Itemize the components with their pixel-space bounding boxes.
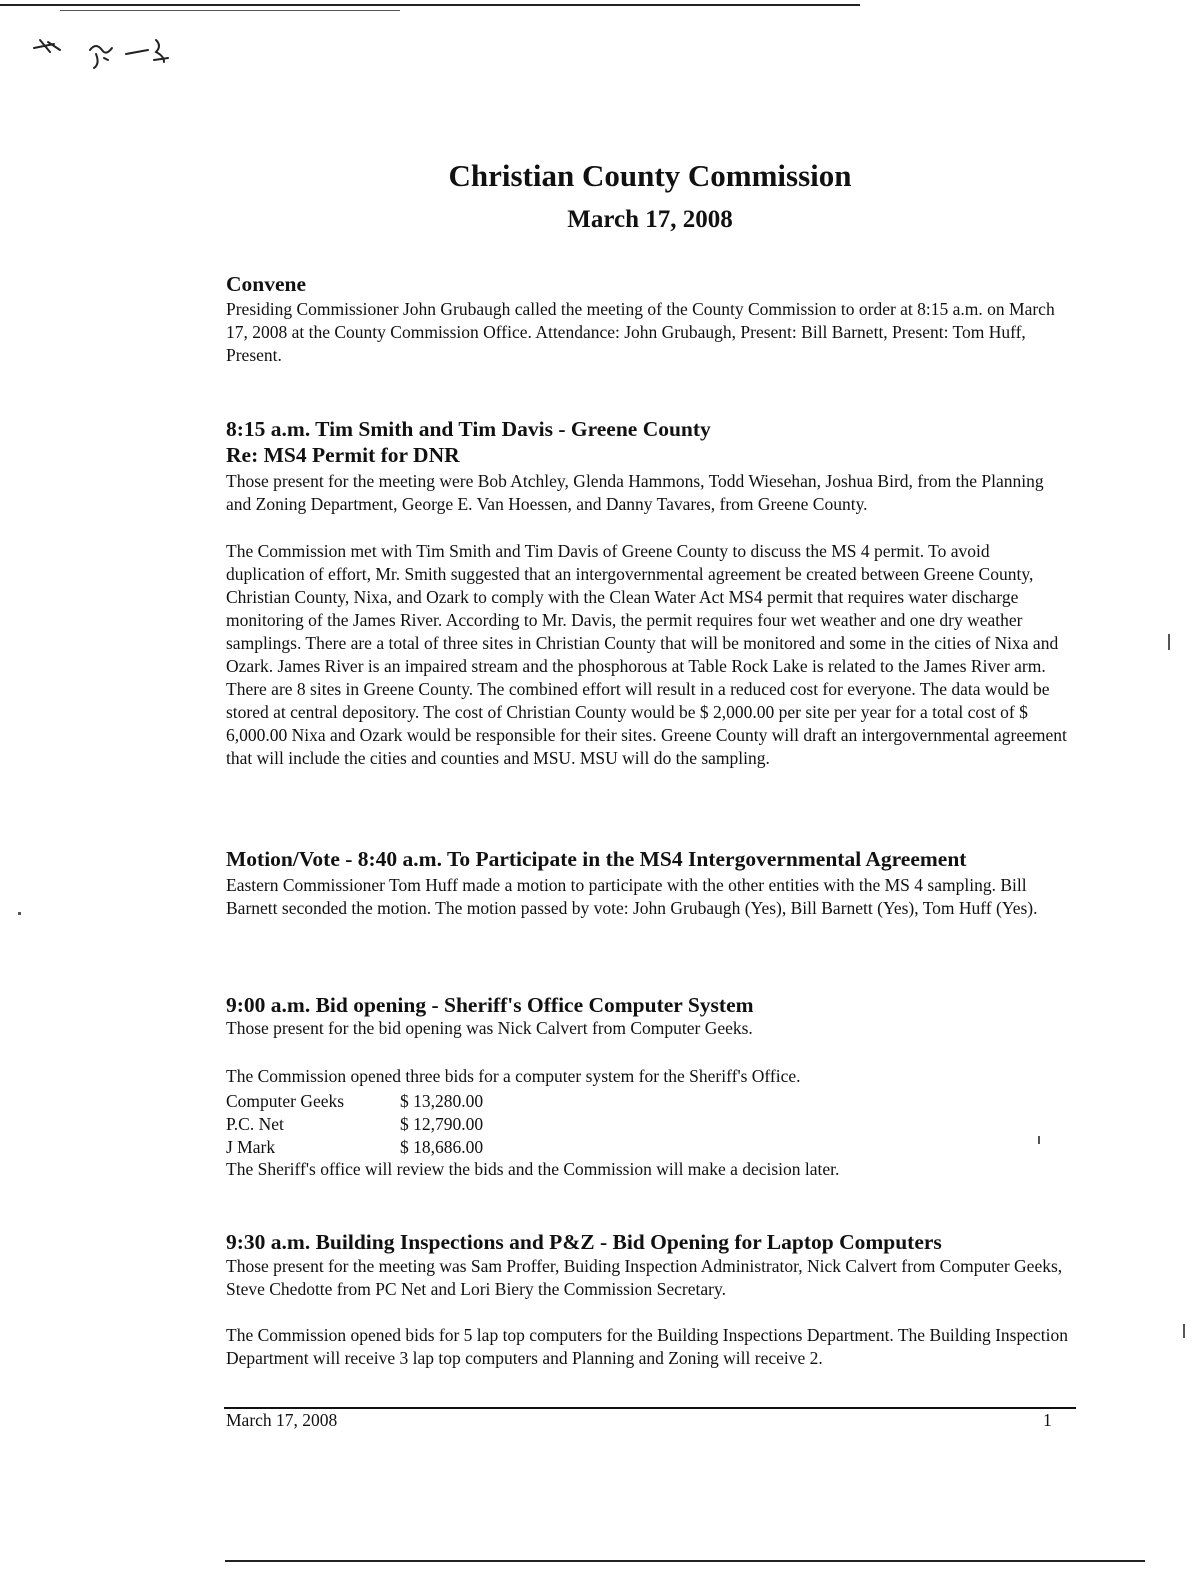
bid-amount: $ 13,280.00 <box>400 1091 484 1111</box>
convene-paragraph: Presiding Commissioner John Grubaugh called the meeting of the County Commission to order at 8:15 a.m. on March 17, 2008 at the County Commission Office. Attendance: John Grubaugh, Present: Bill Barnett, Present: Tom Huff, Present. <box>226 299 1055 365</box>
scan-speck <box>1183 1324 1185 1338</box>
bids-table <box>226 1090 483 1159</box>
section-heading-motion-vote: Motion/Vote - 8:40 a.m. To Participate in the MS4 Intergovernmental Agreement <box>226 847 967 871</box>
laptop-bid-details: The Commission opened bids for 5 lap top computers for the Building Inspections Department. The Building Inspection Department will receive 3 lap top computers and Planning and Zoning will receive 2. <box>226 1325 1068 1368</box>
bid-amount: $ 18,686.00 <box>400 1137 484 1157</box>
footer-date: March 17, 2008 <box>226 1410 338 1430</box>
footer-rule <box>224 1407 1076 1409</box>
bid-vendor: J Mark <box>226 1137 276 1157</box>
handwritten-mark <box>30 34 180 78</box>
scan-speck <box>1038 1136 1040 1144</box>
ms4-discussion-paragraph: The Commission met with Tim Smith and Tim Davis of Greene County to discuss the MS 4 permit. To avoid duplication of effort, Mr. Smith suggested that an intergovernmental agreement be created between Greene County, Christian County, Nixa, and Ozark to comply with the Clean Water Act MS4 permit that requires water discharge monitoring of the James River. According to Mr. Davis, the permit requires four wet weather and one dry weather samplings. There are a total of three sites in Christian County that will be monitored and some in the cities of Nixa and Ozark. James River is an impaired stream and the phosphorous at Table Rock Lake is related to the James River arm. There are 8 sites in Greene County. The combined effort will result in a reduced cost for everyone. The data would be stored at central depository. The cost of Christian County would be $ 2,000.00 per site per year for a total cost of $ 6,000.00 Nixa and Ozark would be responsible for their sites. Greene County will draft an intergovernmental agreement that will include the cities and counties and MSU. MSU will do the sampling. <box>226 541 1067 768</box>
bid-vendor: P.C. Net <box>226 1114 284 1134</box>
section-heading-laptop-bid: 9:30 a.m. Building Inspections and P&Z - Bid Opening for Laptop Computers <box>226 1230 942 1254</box>
bid-row <box>226 1113 483 1136</box>
sheriff-bid-intro: The Commission opened three bids for a computer system for the Sheriff's Office. <box>226 1066 801 1086</box>
scan-speck <box>1168 634 1170 650</box>
bid-row <box>226 1136 483 1159</box>
bid-row <box>226 1090 483 1113</box>
scan-speck <box>18 912 21 915</box>
motion-vote-paragraph: Eastern Commissioner Tom Huff made a motion to participate with the other entities with the MS 4 sampling. Bill Barnett seconded the motion. The motion passed by vote: John Grubaugh (Yes), Bill Barnett (Yes), Tom Huff (Yes). <box>226 875 1038 918</box>
section-heading-sheriff-bid: 9:00 a.m. Bid opening - Sheriff's Office Computer System <box>226 993 754 1017</box>
section-heading-ms4-meeting: 8:15 a.m. Tim Smith and Tim Davis - Greene County <box>226 417 711 441</box>
bid-vendor: Computer Geeks <box>226 1091 345 1111</box>
sheriff-bid-conclusion: The Sheriff's office will review the bids and the Commission will make a decision later. <box>226 1159 840 1179</box>
scan-edge-line <box>60 10 400 11</box>
section-subheading-ms4-permit: Re: MS4 Permit for DNR <box>226 443 460 467</box>
document-date: March 17, 2008 <box>567 206 733 233</box>
scan-edge-line <box>0 4 860 6</box>
document-title: Christian County Commission <box>448 158 852 193</box>
page-number: 1 <box>1043 1410 1052 1430</box>
section-heading-convene: Convene <box>226 272 307 296</box>
ms4-attendees-paragraph: Those present for the meeting were Bob Atchley, Glenda Hammons, Todd Wiesehan, Joshua Bird, from the Planning and Zoning Department, George E. Van Hoessen, and Danny Tavares, from Greene County. <box>226 471 1044 514</box>
bid-amount: $ 12,790.00 <box>400 1114 484 1134</box>
laptop-bid-attendees: Those present for the meeting was Sam Proffer, Buiding Inspection Administrator, Nick Calvert from Computer Geeks, Steve Chedotte from PC Net and Lori Biery the Commission Secretary. <box>226 1256 1063 1299</box>
scan-edge-line <box>225 1560 1145 1562</box>
sheriff-bid-attendees: Those present for the bid opening was Nick Calvert from Computer Geeks. <box>226 1018 753 1038</box>
